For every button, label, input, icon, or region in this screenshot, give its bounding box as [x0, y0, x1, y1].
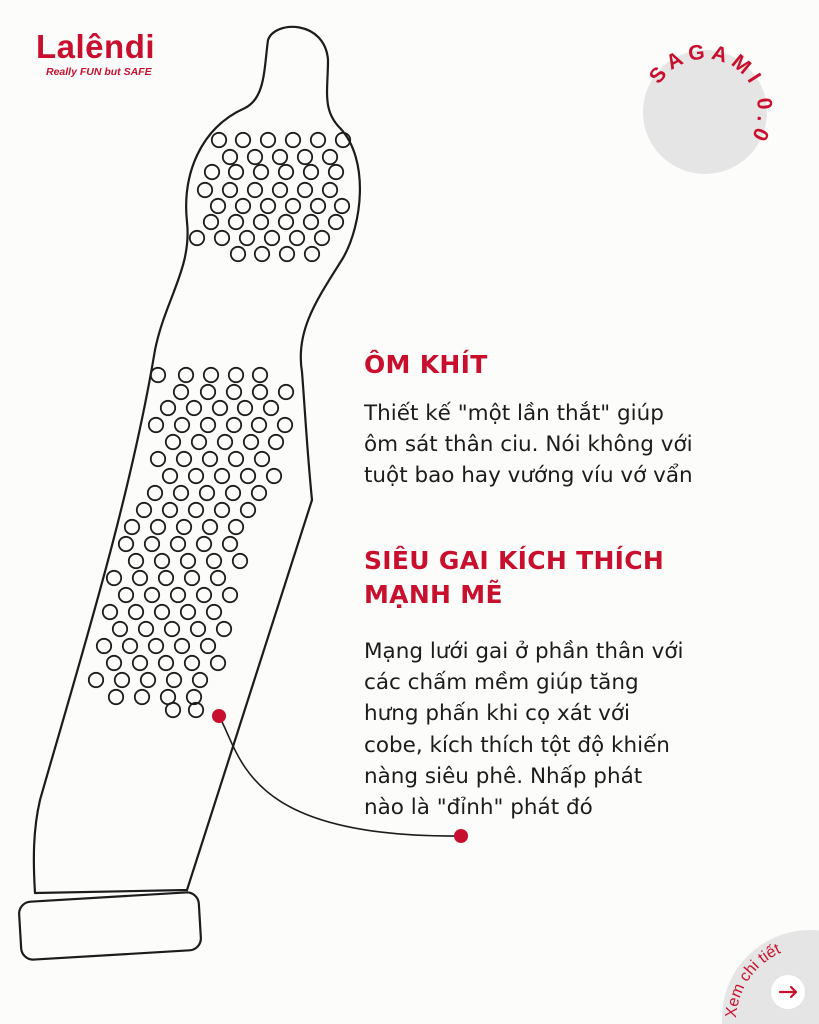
- texture-dot: [279, 215, 293, 229]
- texture-dot: [89, 673, 103, 687]
- texture-dot: [175, 639, 189, 653]
- texture-dot: [269, 435, 283, 449]
- texture-dot: [229, 215, 243, 229]
- texture-dot: [229, 368, 243, 382]
- texture-dot: [203, 520, 217, 534]
- texture-dot: [193, 673, 207, 687]
- texture-dot: [159, 571, 173, 585]
- texture-dot: [264, 401, 278, 415]
- texture-dot: [125, 520, 139, 534]
- texture-dot: [149, 639, 163, 653]
- texture-dot: [255, 247, 269, 261]
- texture-dot: [290, 231, 304, 245]
- texture-dot: [311, 199, 325, 213]
- product-rim: [18, 892, 201, 961]
- texture-dot: [215, 503, 229, 517]
- brand-name: Lalêndi: [36, 28, 156, 65]
- texture-dot: [163, 469, 177, 483]
- texture-dot: [139, 622, 153, 636]
- body-line: tuột bao hay vướng víu vớ vẩn: [364, 463, 693, 489]
- texture-dot: [166, 435, 180, 449]
- texture-dot: [201, 418, 215, 432]
- body-line: Thiết kế "một lần thắt" giúp: [364, 401, 664, 426]
- texture-dot: [179, 368, 193, 382]
- texture-dot: [151, 368, 165, 382]
- texture-dot: [311, 133, 325, 147]
- texture-dot: [279, 385, 293, 399]
- texture-dot: [198, 183, 212, 197]
- texture-dot: [329, 165, 343, 179]
- texture-dot: [261, 199, 275, 213]
- texture-dot: [248, 183, 262, 197]
- texture-dot: [265, 231, 279, 245]
- texture-dot: [203, 452, 217, 466]
- texture-dot: [261, 133, 275, 147]
- texture-dot: [226, 486, 240, 500]
- texture-dot: [133, 571, 147, 585]
- texture-dot: [177, 452, 191, 466]
- texture-dot: [165, 622, 179, 636]
- texture-dot: [119, 588, 133, 602]
- texture-dot: [129, 554, 143, 568]
- texture-dot: [161, 401, 175, 415]
- texture-dot: [145, 537, 159, 551]
- texture-dot: [240, 231, 254, 245]
- texture-dot: [185, 656, 199, 670]
- texture-dot: [155, 554, 169, 568]
- texture-dot: [148, 486, 162, 500]
- texture-dot: [211, 656, 225, 670]
- texture-dot: [107, 571, 121, 585]
- texture-dot: [241, 469, 255, 483]
- body-line: ôm sát thân ciu. Nói không với: [364, 432, 693, 458]
- texture-dot: [211, 571, 225, 585]
- texture-dot: [181, 605, 195, 619]
- texture-dot: [213, 401, 227, 415]
- texture-dot: [223, 537, 237, 551]
- texture-dot: [155, 605, 169, 619]
- texture-dot: [227, 418, 241, 432]
- feature-body-texture: [364, 636, 683, 823]
- texture-dot: [174, 486, 188, 500]
- texture-dot: [223, 588, 237, 602]
- texture-dot: [223, 183, 237, 197]
- texture-dot: [171, 588, 185, 602]
- texture-dot: [205, 165, 219, 179]
- texture-dot: [133, 656, 147, 670]
- texture-dot: [185, 571, 199, 585]
- texture-dot: [135, 690, 149, 704]
- texture-dot: [223, 150, 237, 164]
- texture-dot: [298, 183, 312, 197]
- texture-dot: [254, 215, 268, 229]
- body-line: Mạng lưới gai ở phần thân với: [364, 639, 684, 664]
- texture-dot: [248, 150, 262, 164]
- body-line: các chấm mềm giúp tăng: [364, 670, 639, 696]
- texture-dot: [305, 247, 319, 261]
- texture-dot: [236, 133, 250, 147]
- texture-dot: [177, 520, 191, 534]
- texture-dot: [189, 503, 203, 517]
- texture-dot: [174, 385, 188, 399]
- texture-dot: [280, 247, 294, 261]
- texture-dot: [189, 703, 203, 717]
- texture-dot: [238, 401, 252, 415]
- texture-dot: [113, 622, 127, 636]
- texture-dot: [197, 588, 211, 602]
- texture-dot: [267, 469, 281, 483]
- texture-dot: [129, 605, 143, 619]
- texture-dot: [335, 199, 349, 213]
- texture-dot: [204, 368, 218, 382]
- texture-dot: [279, 165, 293, 179]
- heading-line: SIÊU GAI KÍCH THÍCH: [364, 546, 665, 575]
- texture-dot: [207, 554, 221, 568]
- texture-dot: [171, 537, 185, 551]
- texture-dot: [119, 537, 133, 551]
- texture-dot: [201, 385, 215, 399]
- feature-heading-texture: [364, 544, 664, 612]
- heading-line: MẠNH MẼ: [364, 579, 503, 609]
- view-details-button[interactable]: [700, 900, 819, 1024]
- brand-tagline: Really FUN but SAFE: [46, 66, 152, 78]
- texture-dot: [97, 639, 111, 653]
- texture-dot: [273, 150, 287, 164]
- texture-dot: [215, 469, 229, 483]
- texture-dot: [123, 639, 137, 653]
- texture-dot: [315, 231, 329, 245]
- texture-dot: [254, 165, 268, 179]
- callout-dot-start: [212, 709, 226, 723]
- texture-dot: [151, 520, 165, 534]
- texture-dot: [149, 418, 163, 432]
- texture-dot: [207, 605, 221, 619]
- texture-dot: [252, 486, 266, 500]
- texture-dot: [286, 133, 300, 147]
- texture-dot: [253, 368, 267, 382]
- texture-dot: [273, 183, 287, 197]
- product-outline: [34, 27, 360, 893]
- cta-label: Xem chi tiết: [723, 940, 784, 1019]
- texture-dot: [201, 639, 215, 653]
- texture-dot: [231, 247, 245, 261]
- texture-dot: [253, 385, 267, 399]
- texture-dot: [115, 673, 129, 687]
- texture-dot: [227, 385, 241, 399]
- texture-dot: [278, 418, 292, 432]
- texture-dot: [167, 673, 181, 687]
- texture-dot: [323, 150, 337, 164]
- texture-dot: [241, 503, 255, 517]
- feature-body-fit: [364, 398, 693, 492]
- body-line: cobe, kích thích tột độ khiến: [364, 732, 670, 758]
- texture-dot: [141, 673, 155, 687]
- texture-dot: [244, 435, 258, 449]
- callout-dot-end: [454, 829, 468, 843]
- texture-dot: [189, 469, 203, 483]
- texture-dot: [229, 452, 243, 466]
- texture-dot: [229, 520, 243, 534]
- texture-dot: [163, 503, 177, 517]
- texture-dot: [218, 435, 232, 449]
- feature-heading-fit: [364, 348, 488, 382]
- texture-dot: [200, 486, 214, 500]
- texture-dot: [298, 150, 312, 164]
- texture-dot: [137, 503, 151, 517]
- texture-dot: [151, 452, 165, 466]
- body-line: hưng phấn khi cọ xát với: [364, 701, 630, 727]
- texture-dot: [107, 656, 121, 670]
- body-line: nàng siêu phê. Nhấp phát: [364, 763, 643, 789]
- texture-dot: [197, 537, 211, 551]
- texture-dot: [181, 554, 195, 568]
- texture-dot: [191, 622, 205, 636]
- texture-dot: [255, 452, 269, 466]
- texture-dot: [286, 199, 300, 213]
- texture-dot: [159, 656, 173, 670]
- texture-dot: [252, 418, 266, 432]
- texture-dot: [175, 418, 189, 432]
- texture-dot: [329, 215, 343, 229]
- texture-dot: [192, 435, 206, 449]
- texture-dot: [187, 690, 201, 704]
- texture-dot: [190, 231, 204, 245]
- texture-dot: [233, 554, 247, 568]
- texture-dot: [145, 588, 159, 602]
- texture-dot: [166, 703, 180, 717]
- heading-line: ÔM KHÍT: [364, 350, 488, 379]
- texture-dot: [103, 605, 117, 619]
- body-line: nào là "đỉnh" phát đó: [364, 794, 593, 820]
- badge-label: SAGAMI 0.09: [644, 40, 777, 149]
- texture-dot: [229, 165, 243, 179]
- texture-dot: [109, 690, 123, 704]
- texture-dot: [304, 165, 318, 179]
- texture-dot: [236, 199, 250, 213]
- texture-dot: [304, 215, 318, 229]
- texture-dot: [204, 215, 218, 229]
- texture-dot: [215, 231, 229, 245]
- texture-dot: [217, 622, 231, 636]
- texture-dot: [323, 183, 337, 197]
- texture-dot: [211, 199, 225, 213]
- texture-dot: [212, 133, 226, 147]
- texture-dot: [187, 401, 201, 415]
